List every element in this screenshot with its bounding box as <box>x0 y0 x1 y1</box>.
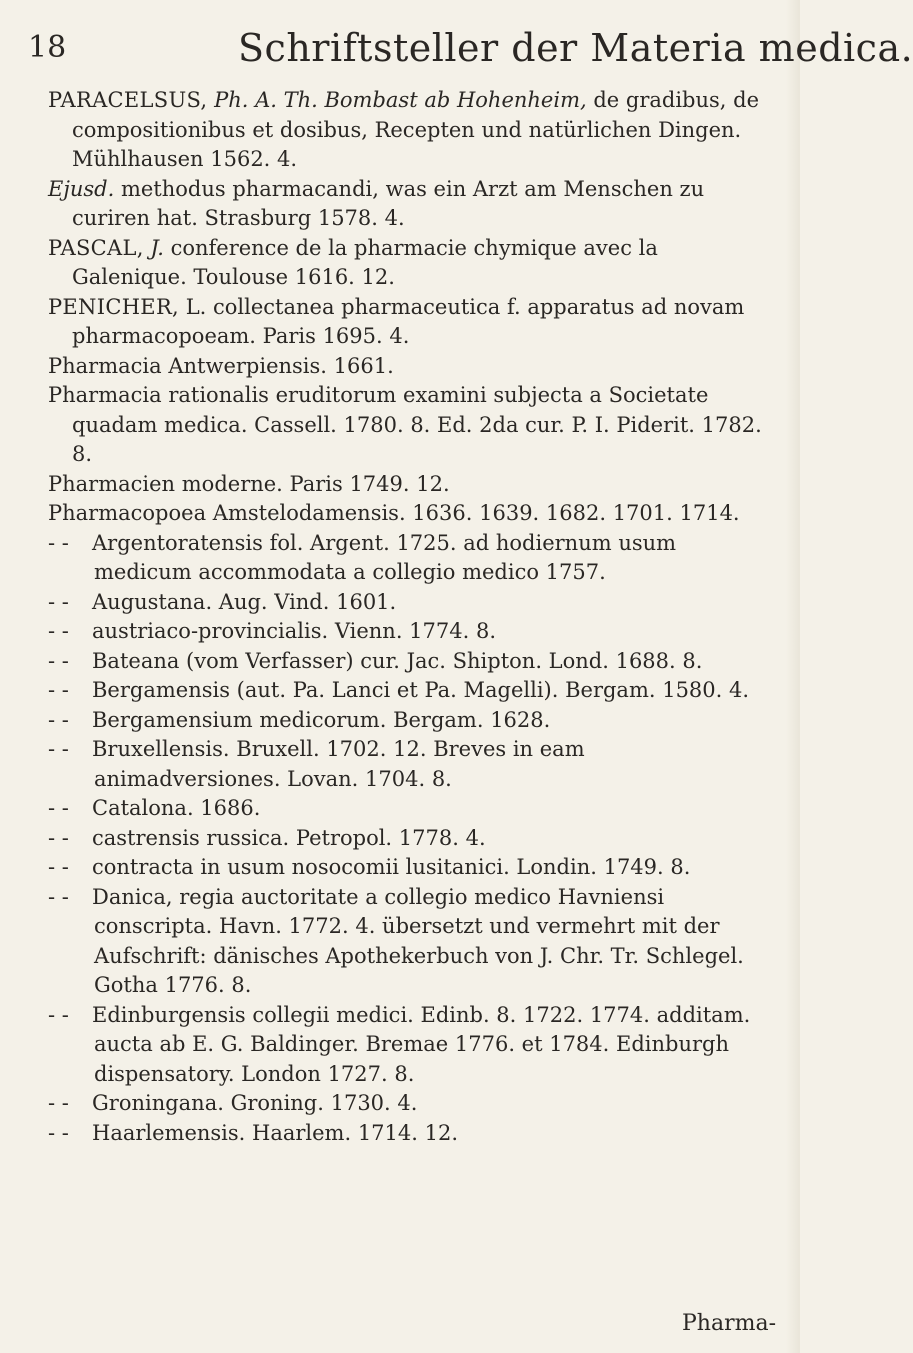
list-item: - - Bruxellensis. Bruxell. 1702. 12. Breves in eam animadversiones. Lovan. 1704. 8. <box>48 737 585 791</box>
bibliography-list <box>48 86 768 1148</box>
list-item: Pharmacopoea Amstelodamensis. 1636. 1639. 1682. 1701. 1714. <box>48 501 740 525</box>
list-item: - - austriaco-provincialis. Vienn. 1774. 8. <box>48 619 496 643</box>
list-item: - - Argentoratensis fol. Argent. 1725. ad hodiernum usum medicum accommodata a collegio medico 1757. <box>48 530 677 584</box>
list-item: - - contracta in usum nosocomii lusitanici. Londin. 1749. 8. <box>48 855 691 879</box>
list-item: Pharmacien moderne. Paris 1749. 12. <box>48 471 450 496</box>
list-item: - - Catalona. 1686. <box>48 796 261 820</box>
list-item: - - Bergamensis (aut. Pa. Lanci et Pa. Magelli). Bergam. 1580. 4. <box>48 678 750 702</box>
page-edge-shadow <box>786 0 800 1353</box>
list-item: PASCAL, J. conference de la pharmacie chymique avec la Galenique. Toulouse 1616. 12. <box>48 235 658 289</box>
catchword: Pharma- <box>682 1311 777 1336</box>
list-item: Pharmacia Antwerpiensis. 1661. <box>48 353 394 378</box>
list-item: - - Groningana. Groning. 1730. 4. <box>48 1091 418 1115</box>
list-item: - - Haarlemensis. Haarlem. 1714. 12. <box>48 1120 459 1145</box>
list-item: - - Danica, regia auctoritate a collegio medico Havniensi conscripta. Havn. 1772. 4. übersetzt und vermehrt mit der Aufschrift: dänisches Apothekerbuch von J. Chr. Tr. Schlegel. Gotha 1776. 8. <box>48 884 744 997</box>
list-item: Pharmacia rationalis eruditorum examini subjecta a Societate quadam medica. Cassell. 1780. 8. Ed. 2da cur. P. I. Piderit. 1782. 8. <box>48 383 762 466</box>
running-title: Schriftsteller der Materia medica. <box>238 26 913 70</box>
list-item: - - Bateana (vom Verfasser) cur. Jac. Shipton. Lond. 1688. 8. <box>48 648 703 673</box>
list-item: - - castrensis russica. Petropol. 1778. 4. <box>48 825 486 850</box>
list-item: - - Edinburgensis collegii medici. Edinb. 8. 1722. 1774. additam. aucta ab E. G. Baldinger. Bremae 1776. et 1784. Edinburgh dispensatory. London 1727. 8. <box>48 1002 751 1086</box>
list-item: PARACELSUS, Ph. A. Th. Bombast ab Hohenheim, de gradibus, de compositionibus et dosibus, Recepten und natürlichen Dingen. Mühlhausen 1562. 4. <box>48 88 760 171</box>
page-header <box>28 26 913 76</box>
list-item: - - Augustana. Aug. Vind. 1601. <box>48 589 397 614</box>
list-item: Ejusd. methodus pharmacandi, was ein Arzt am Menschen zu curiren hat. Strasburg 1578. 4. <box>48 176 705 230</box>
list-item: - - Bergamensium medicorum. Bergam. 1628. <box>48 707 551 732</box>
page-number: 18 <box>28 30 67 65</box>
list-item: PENICHER, L. collectanea pharmaceutica f. apparatus ad novam pharmacopoeam. Paris 1695. 4. <box>48 294 745 348</box>
